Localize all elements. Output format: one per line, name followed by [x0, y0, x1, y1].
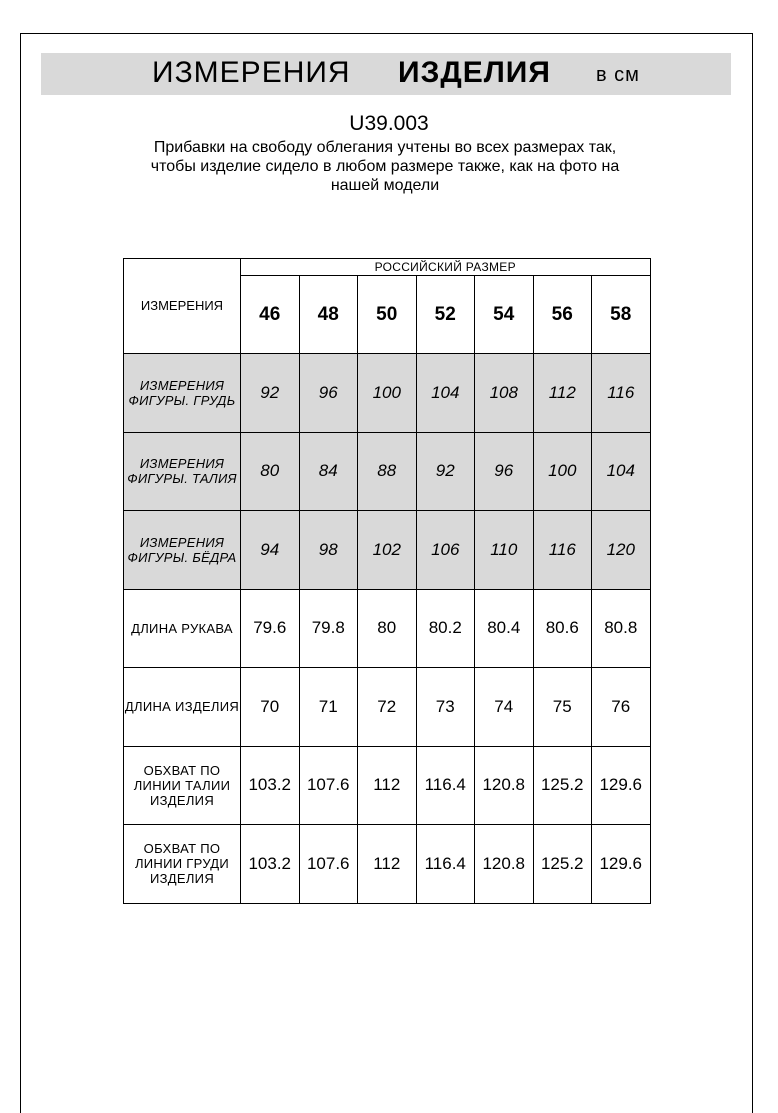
- table-cell: 80: [358, 589, 417, 668]
- table-cell: 71: [299, 668, 358, 747]
- table-cell: 116.4: [416, 746, 475, 825]
- size-header-cell: 46: [241, 276, 300, 354]
- table-row-sleeve-length: [124, 589, 651, 668]
- table-cell: 100: [533, 432, 592, 511]
- size-table: [123, 258, 651, 904]
- header-title-measurements: ИЗМЕРЕНИЯ: [152, 56, 351, 89]
- table-cell: 75: [533, 668, 592, 747]
- size-header-cell: 58: [592, 276, 651, 354]
- table-cell: 103.2: [241, 825, 300, 904]
- table-cell: 102: [358, 511, 417, 590]
- table-row-chest-circumference: [124, 825, 651, 904]
- table-cell: 80: [241, 432, 300, 511]
- table-cell: 129.6: [592, 825, 651, 904]
- table-cell: 108: [475, 354, 534, 433]
- table-cell: 129.6: [592, 746, 651, 825]
- table-cell: 92: [241, 354, 300, 433]
- table-cell: 72: [358, 668, 417, 747]
- fit-note-line: чтобы изделие сидело в любом размере также, как на фото на: [150, 158, 620, 175]
- table-cell: 116: [592, 354, 651, 433]
- table-cell: 70: [241, 668, 300, 747]
- table-cell: 107.6: [299, 746, 358, 825]
- table-cell: 107.6: [299, 825, 358, 904]
- row-label: ОБХВАТ ПО ЛИНИИ ГРУДИ ИЗДЕЛИЯ: [124, 825, 241, 904]
- table-cell: 80.2: [416, 589, 475, 668]
- table-row-waist-circumference: [124, 746, 651, 825]
- table-cell: 112: [358, 825, 417, 904]
- table-cell: 73: [416, 668, 475, 747]
- row-label: ДЛИНА ИЗДЕЛИЯ: [124, 668, 241, 747]
- table-cell: 125.2: [533, 825, 592, 904]
- table-cell: 112: [533, 354, 592, 433]
- fit-note-line: Прибавки на свободу облегания учтены во всех размерах так,: [153, 139, 617, 156]
- product-code: U39.003: [349, 112, 429, 135]
- size-header-cell: 50: [358, 276, 417, 354]
- table-cell: 80.8: [592, 589, 651, 668]
- table-cell: 79.8: [299, 589, 358, 668]
- row-label: ИЗМЕРЕНИЯ ФИГУРЫ. БЁДРА: [124, 511, 241, 590]
- table-cell: 116.4: [416, 825, 475, 904]
- table-cell: 80.6: [533, 589, 592, 668]
- table-cell: 112: [358, 746, 417, 825]
- table-cell: 120.8: [475, 746, 534, 825]
- size-header-cell: 52: [416, 276, 475, 354]
- measurements-header-cell: ИЗМЕРЕНИЯ: [124, 259, 241, 354]
- table-cell: 94: [241, 511, 300, 590]
- table-cell: 84: [299, 432, 358, 511]
- header-unit: в см: [596, 64, 640, 86]
- table-cell: 88: [358, 432, 417, 511]
- table-row-garment-length: [124, 668, 651, 747]
- table-cell: 116: [533, 511, 592, 590]
- size-header-cell: 54: [475, 276, 534, 354]
- table-cell: 80.4: [475, 589, 534, 668]
- table-cell: 98: [299, 511, 358, 590]
- table-cell: 79.6: [241, 589, 300, 668]
- table-cell: 120: [592, 511, 651, 590]
- table-cell: 104: [592, 432, 651, 511]
- table-row-waist: [124, 432, 651, 511]
- row-label: ОБХВАТ ПО ЛИНИИ ТАЛИИ ИЗДЕЛИЯ: [124, 746, 241, 825]
- table-cell: 100: [358, 354, 417, 433]
- fit-note: [120, 138, 650, 195]
- table-cell: 106: [416, 511, 475, 590]
- table-cell: 125.2: [533, 746, 592, 825]
- table-cell: 96: [299, 354, 358, 433]
- table-cell: 96: [475, 432, 534, 511]
- table-cell: 74: [475, 668, 534, 747]
- size-header-cell: 56: [533, 276, 592, 354]
- table-row-hips: [124, 511, 651, 590]
- row-label: ИЗМЕРЕНИЯ ФИГУРЫ. ТАЛИЯ: [124, 432, 241, 511]
- table-cell: 76: [592, 668, 651, 747]
- row-label: ИЗМЕРЕНИЯ ФИГУРЫ. ГРУДЬ: [124, 354, 241, 433]
- table-cell: 92: [416, 432, 475, 511]
- table-row-chest: [124, 354, 651, 433]
- table-header-row: [124, 259, 651, 276]
- fit-note-line: нашей модели: [330, 177, 440, 194]
- table-cell: 120.8: [475, 825, 534, 904]
- header-title-garment: ИЗДЕЛИЯ: [398, 56, 551, 89]
- table-cell: 104: [416, 354, 475, 433]
- row-label: ДЛИНА РУКАВА: [124, 589, 241, 668]
- size-header-cell: 48: [299, 276, 358, 354]
- russian-size-header: РОССИЙСКИЙ РАЗМЕР: [241, 259, 651, 276]
- table-cell: 103.2: [241, 746, 300, 825]
- table-cell: 110: [475, 511, 534, 590]
